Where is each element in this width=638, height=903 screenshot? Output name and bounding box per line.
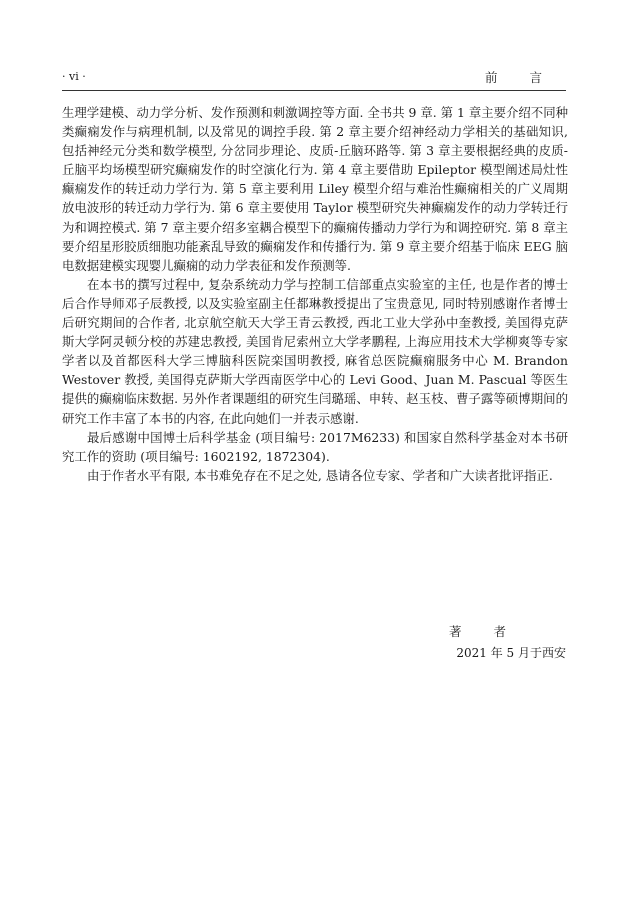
signature-author: 著 者 xyxy=(449,624,520,639)
paragraph-acknowledgement-funding: 最后感谢中国博士后科学基金 (项目编号: 2017M6233) 和国家自然科学基金对本书研究工作的资助 (项目编号: 1602192, 1872304). xyxy=(62,429,568,464)
paragraph-acknowledgement-people: 在本书的撰写过程中, 复杂系统动力学与控制工信部重点实验室的主任, 也是作者的博士后合作导师邓子辰教授, 以及实验室副主任都琳教授提出了宝贵意见, 同时特别感谢作者博士后研究期间的合作者, 北京航空航天大学王青云教授, 西北工业大学孙中奎教授, 美国得克萨斯大学阿灵顿分校的苏建忠教授, 美国肯尼索州立大学孝鹏程, 上海应用技术大学柳爽等专家学者以及首都医科大学三博脑科医院栾国明教授, 麻省总医院癫痫服务中心 M. Brandon Westover 教授, 美国得克萨斯大学西南医学中心的 Levi Good、Juan M. Pascual 等医生提供的癫痫临床数据. 另外作者课题组的研究生闫璐瑶、申转、赵玉枝、曹子露等硕博期间的研究工作丰富了本书的内容, 在此向她们一并表示感谢. xyxy=(62,276,568,426)
header-rule xyxy=(62,90,566,91)
running-header xyxy=(62,66,566,86)
paragraph-chapter-summary: 生理学建模、动力学分析、发作预测和刺激调控等方面. 全书共 9 章. 第 1 章主要介绍不同种类癫痫发作与病理机制, 以及常见的调控手段. 第 2 章主要介绍神经动力学相关的基础知识, 包括神经元分类和数学模型, 分岔同步理论、皮质-丘脑环路等. 第 3 章主要根据经典的皮质-丘脑平均场模型研究癫痫发作的时空演化行为. 第 4 章主要借助 Epileptor 模型阐述局灶性癫痫发作的转迁动力学行为. 第 5 章主要利用 Liley 模型介绍与难治性癫痫相关的广义周期放电波形的转迁动力学行为. 第 6 章主要使用 Taylor 模型研究失神癫痫发作的动力学转迁行为和调控模式. 第 7 章主要介绍多室耦合模型下的癫痫传播动力学行为和调控研究. 第 8 章主要介绍星形胶质细胞功能紊乱导致的癫痫发作和传播行为. 第 9 章主要介绍基于临床 EEG 脑电数据建模实现婴儿癫痫的动力学表征和发作预测等. xyxy=(62,105,568,273)
page-number: · vi · xyxy=(62,70,86,83)
paragraph-closing: 由于作者水平有限, 本书难免存在不足之处, 恳请各位专家、学者和广大读者批评指正. xyxy=(87,467,553,483)
section-title: 前 言 xyxy=(485,70,556,85)
signature-date-place: 2021 年 5 月于西安 xyxy=(456,646,566,660)
body-text xyxy=(62,103,568,485)
